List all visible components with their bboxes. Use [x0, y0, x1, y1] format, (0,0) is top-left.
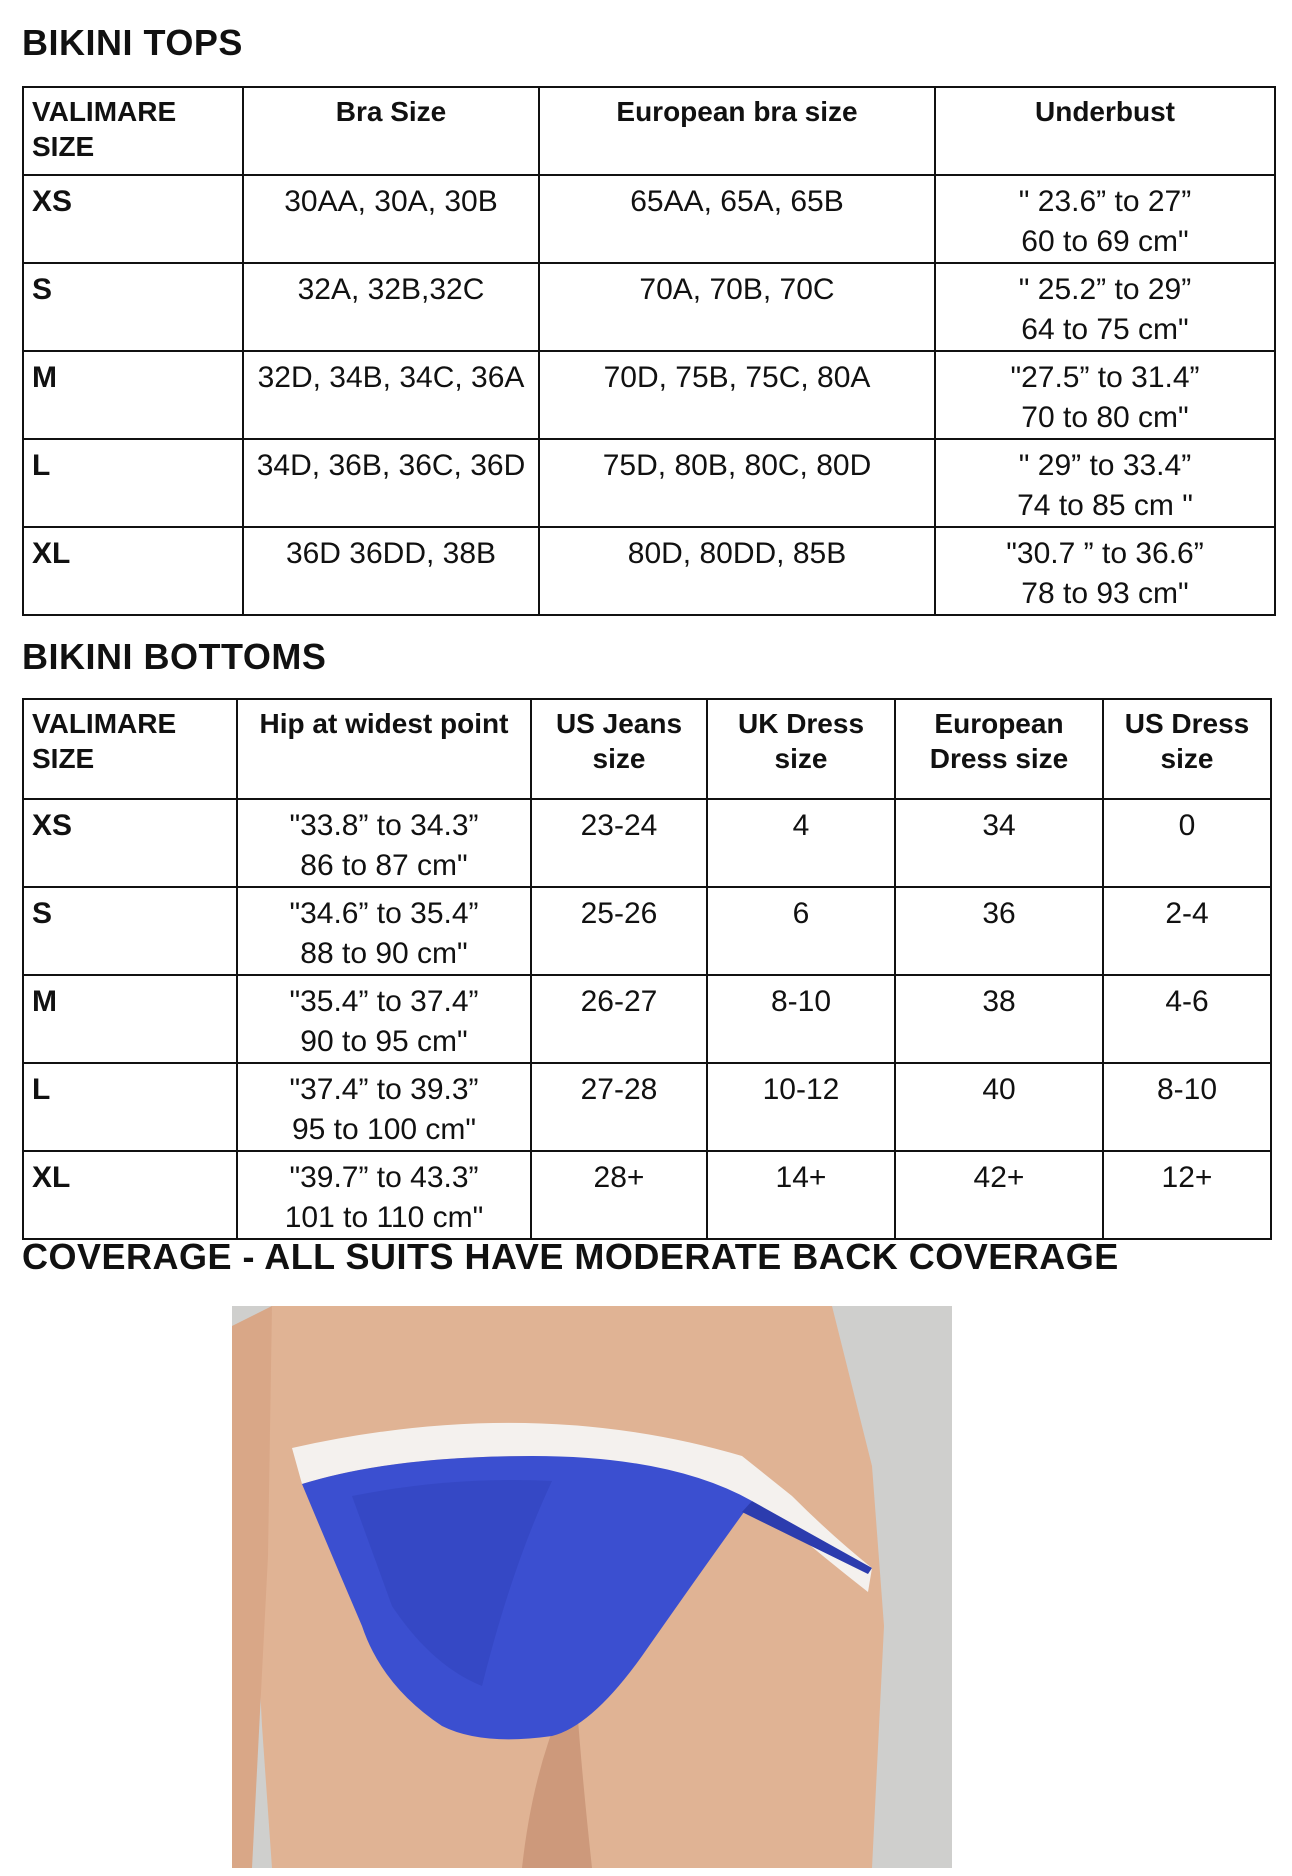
bra-size-cell: 36D 36DD, 38B [243, 527, 539, 615]
size-cell: S [23, 887, 237, 975]
us-dress-cell: 0 [1103, 799, 1271, 887]
size-cell: S [23, 263, 243, 351]
header-european-bra-size: European bra size [539, 87, 935, 175]
table-row [23, 1063, 1271, 1151]
us-jeans-cell: 25-26 [531, 887, 707, 975]
size-cell: XL [23, 1151, 237, 1239]
table-header-row [23, 699, 1271, 799]
hip-cell: "37.4” to 39.3” 95 to 100 cm" [237, 1063, 531, 1151]
underbust-cell: " 23.6” to 27” 60 to 69 cm" [935, 175, 1275, 263]
size-cell: M [23, 351, 243, 439]
uk-dress-cell: 8-10 [707, 975, 895, 1063]
header-european-dress-size: European Dress size [895, 699, 1103, 799]
table-row [23, 887, 1271, 975]
european-dress-cell: 42+ [895, 1151, 1103, 1239]
us-jeans-cell: 23-24 [531, 799, 707, 887]
header-us-dress-size: US Dress size [1103, 699, 1271, 799]
us-jeans-cell: 26-27 [531, 975, 707, 1063]
european-bra-size-cell: 70D, 75B, 75C, 80A [539, 351, 935, 439]
size-cell: XS [23, 799, 237, 887]
header-us-jeans-size: US Jeans size [531, 699, 707, 799]
bra-size-cell: 32D, 34B, 34C, 36A [243, 351, 539, 439]
us-jeans-cell: 28+ [531, 1151, 707, 1239]
table-row [23, 527, 1275, 615]
bra-size-cell: 30AA, 30A, 30B [243, 175, 539, 263]
coverage-photo [232, 1306, 952, 1868]
underbust-cell: " 29” to 33.4” 74 to 85 cm " [935, 439, 1275, 527]
hip-cell: "33.8” to 34.3” 86 to 87 cm" [237, 799, 531, 887]
us-dress-cell: 2-4 [1103, 887, 1271, 975]
header-underbust: Underbust [935, 87, 1275, 175]
uk-dress-cell: 14+ [707, 1151, 895, 1239]
table-row [23, 799, 1271, 887]
bra-size-cell: 34D, 36B, 36C, 36D [243, 439, 539, 527]
bikini-tops-table [22, 86, 1276, 616]
size-cell: L [23, 1063, 237, 1151]
hip-cell: "34.6” to 35.4” 88 to 90 cm" [237, 887, 531, 975]
european-bra-size-cell: 70A, 70B, 70C [539, 263, 935, 351]
bikini-bottoms-heading: BIKINI BOTTOMS [22, 636, 327, 677]
bikini-bottom-back-view-image [232, 1306, 952, 1868]
underbust-cell: "27.5” to 31.4” 70 to 80 cm" [935, 351, 1275, 439]
us-dress-cell: 8-10 [1103, 1063, 1271, 1151]
table-row [23, 1151, 1271, 1239]
table-row [23, 351, 1275, 439]
uk-dress-cell: 10-12 [707, 1063, 895, 1151]
table-row [23, 975, 1271, 1063]
european-bra-size-cell: 65AA, 65A, 65B [539, 175, 935, 263]
bikini-tops-heading: BIKINI TOPS [22, 22, 243, 63]
header-hip-at-widest-point: Hip at widest point [237, 699, 531, 799]
us-dress-cell: 4-6 [1103, 975, 1271, 1063]
european-dress-cell: 36 [895, 887, 1103, 975]
bra-size-cell: 32A, 32B,32C [243, 263, 539, 351]
table-header-row [23, 87, 1275, 175]
header-uk-dress-size: UK Dress size [707, 699, 895, 799]
us-jeans-cell: 27-28 [531, 1063, 707, 1151]
hip-cell: "35.4” to 37.4” 90 to 95 cm" [237, 975, 531, 1063]
header-bra-size: Bra Size [243, 87, 539, 175]
uk-dress-cell: 4 [707, 799, 895, 887]
european-dress-cell: 34 [895, 799, 1103, 887]
size-cell: XL [23, 527, 243, 615]
size-cell: M [23, 975, 237, 1063]
size-cell: L [23, 439, 243, 527]
header-valimare-size: VALIMARE SIZE [23, 87, 243, 175]
european-dress-cell: 40 [895, 1063, 1103, 1151]
hip-cell: "39.7” to 43.3” 101 to 110 cm" [237, 1151, 531, 1239]
header-valimare-size: VALIMARE SIZE [23, 699, 237, 799]
european-bra-size-cell: 80D, 80DD, 85B [539, 527, 935, 615]
table-row [23, 439, 1275, 527]
bikini-bottoms-table [22, 698, 1272, 1240]
european-dress-cell: 38 [895, 975, 1103, 1063]
coverage-heading: COVERAGE - ALL SUITS HAVE MODERATE BACK COVERAGE [22, 1236, 1119, 1277]
us-dress-cell: 12+ [1103, 1151, 1271, 1239]
size-cell: XS [23, 175, 243, 263]
uk-dress-cell: 6 [707, 887, 895, 975]
european-bra-size-cell: 75D, 80B, 80C, 80D [539, 439, 935, 527]
table-row [23, 263, 1275, 351]
underbust-cell: "30.7 ” to 36.6” 78 to 93 cm" [935, 527, 1275, 615]
table-row [23, 175, 1275, 263]
underbust-cell: " 25.2” to 29” 64 to 75 cm" [935, 263, 1275, 351]
